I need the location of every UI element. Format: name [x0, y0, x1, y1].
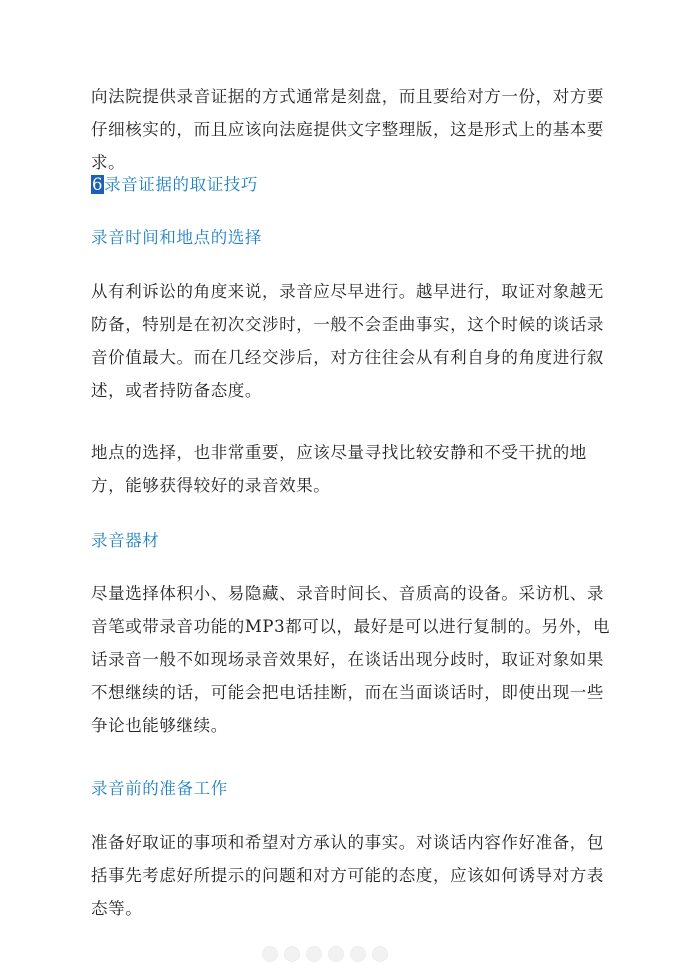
paragraph-timing: 从有利诉讼的角度来说，录音应尽早进行。越早进行，取证对象越无防备，特别是在初次交涉时，一般不会歪曲事实，这个时候的谈话录音价值最大。而在几经交涉后，对方往往会从有利自身的角度进行叙述，或者持防备态度。: [91, 282, 604, 400]
watermark-dot-icon: [372, 946, 388, 962]
subheading-time-place: 录音时间和地点的选择: [91, 228, 262, 247]
watermark-dot-icon: [350, 946, 366, 962]
paragraph-location: 地点的选择，也非常重要，应该尽量寻找比较安静和不受干扰的地方，能够获得较好的录音效果。: [91, 443, 587, 495]
watermark-dot-icon: [262, 946, 278, 962]
subheading-equipment: 录音器材: [91, 531, 160, 550]
section-title: 录音证据的取证技巧: [104, 175, 259, 194]
paragraph-preparation: 准备好取证的事项和希望对方承认的事实。对谈话内容作好准备，包括事先考虑好所提示的问题和对方可能的态度，应该如何诱导对方表态等。: [91, 833, 604, 918]
watermark-logo: [262, 944, 412, 964]
paragraph-equipment: 尽量选择体积小、易隐藏、录音时间长、音质高的设备。采访机、录音笔或带录音功能的MP3都可以，最好是可以进行复制的。另外，电话录音一般不如现场录音效果好，在谈话出现分歧时，取证对象如果不想继续的话，可能会把电话挂断，而在当面谈话时，即使出现一些争论也能够继续。: [91, 584, 611, 735]
section-heading: [91, 173, 258, 197]
subheading-preparation: 录音前的准备工作: [91, 779, 228, 798]
watermark-dot-icon: [306, 946, 322, 962]
paragraph-evidence-submission: 向法院提供录音证据的方式通常是刻盘，而且要给对方一份，对方要仔细核实的，而且应该向法庭提供文字整理版，这是形式上的基本要求。: [91, 87, 604, 172]
watermark-dot-icon: [328, 946, 344, 962]
section-number-highlight[interactable]: 6: [92, 175, 104, 194]
watermark-dot-icon: [284, 946, 300, 962]
